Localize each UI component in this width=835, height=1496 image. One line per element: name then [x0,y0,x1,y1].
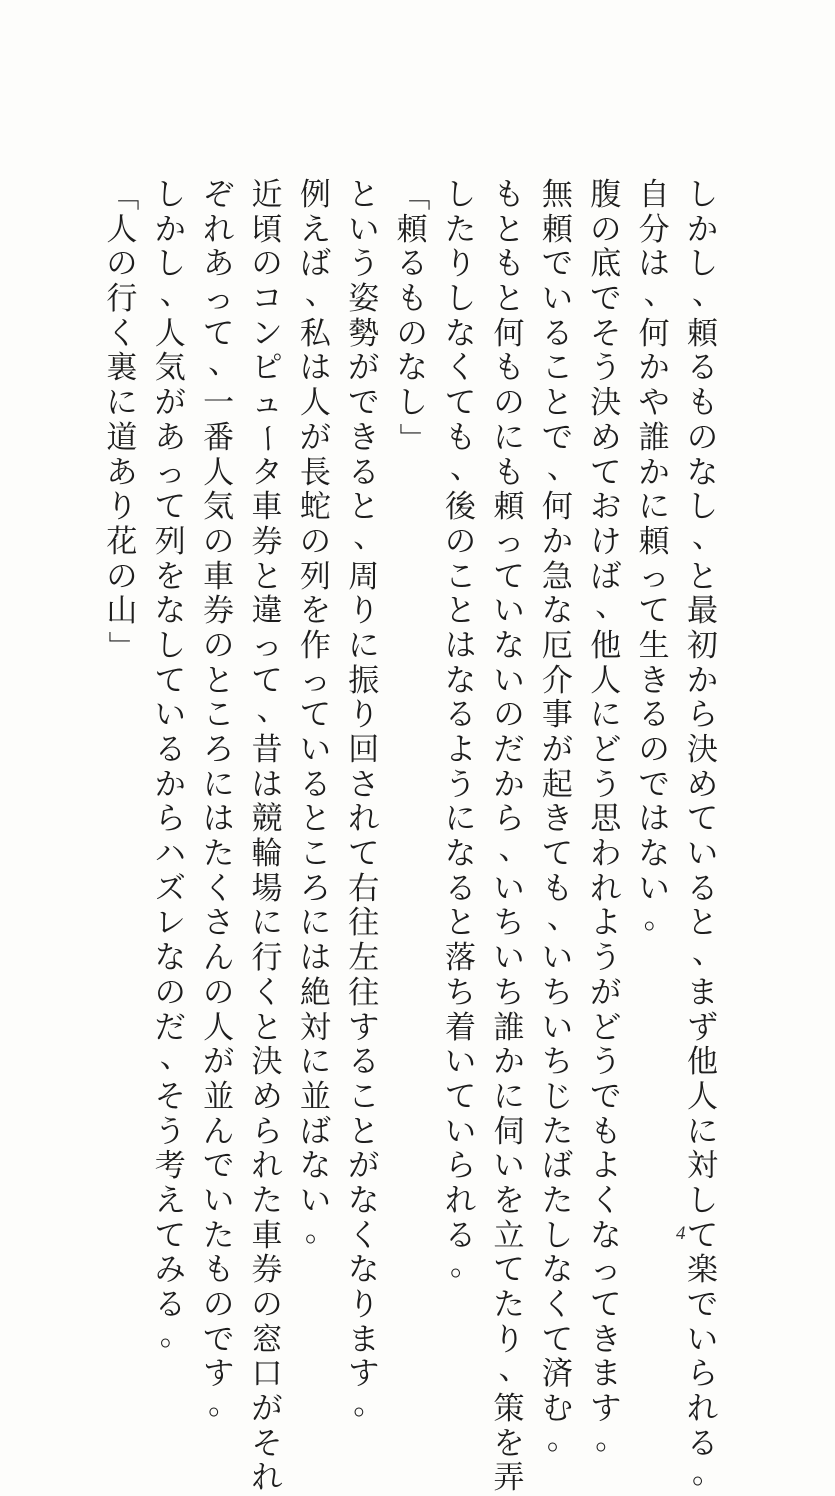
page-number: 4 [676,1223,686,1244]
text-line: と い う 姿 勢 が で き る と 、 周 り に 振 り 回 さ れ て 右 往 左 往 す る こ と が な く な り ま す 。 [348,177,385,1423]
text-line: 例 え ば 、 私 は 人 が 長 蛇 の 列 を 作 っ て い る と こ ろ に は 絶 対 に 並 ば な い 。 [299,177,336,1249]
text-line: 「 人 の 行 く 裏 に 道 あ り 花 の 山 」 [104,179,141,662]
text-line: し か し 、 人 気 が あ っ て 列 を な し て い る か ら ハ ズ レ な の だ 、 そ う 考 え て み る 。 [154,177,191,1353]
text-line: 無 頼 で い る こ と で 、 何 か 急 な 厄 介 事 が 起 き て も 、 い ち い ち じ た ば た し な く て 済 む 。 [541,177,578,1457]
vertical-text-body [101,177,723,1496]
text-line: し か し 、 頼 る も の な し 、 と 最 初 か ら 決 め て い る と 、 ま ず 他 人 に 対 し て 楽 で い ら れ る 。 [687,177,723,1492]
text-line: も と も と 何 も の に も 頼 っ て い な い の だ か ら 、 い ち い ち 誰 か に 伺 い を 立 て た り 、 策 を 弄 [493,177,530,1496]
text-line: ぞ れ あ っ て 、 一 番 人 気 の 車 券 の と こ ろ に は た く さ ん の 人 が 並 ん で い た も の で す 。 [203,177,240,1423]
text-line: し た り し な く て も 、 後 の こ と は な る よ う に な る と 落 ち 着 い て い ら れ る 。 [445,177,482,1284]
text-line: 近 頃 の コ ン ピ ュ ー タ 車 券 と 違 っ て 、 昔 は 競 輪 場 に 行 く と 決 め ら れ た 車 券 の 窓 口 が そ れ [249,177,288,1496]
text-line: 自 分 は 、 何 か や 誰 か に 頼 っ て 生 き る の で は な い 。 [638,177,675,937]
text-line: 「 頼 る も の な し 」 [394,179,431,454]
text-line: 腹 の 底 で そ う 決 め て お け ば 、 他 人 に ど う 思 わ れ よ う が ど う で も よ く な っ て き ま す 。 [590,177,627,1457]
